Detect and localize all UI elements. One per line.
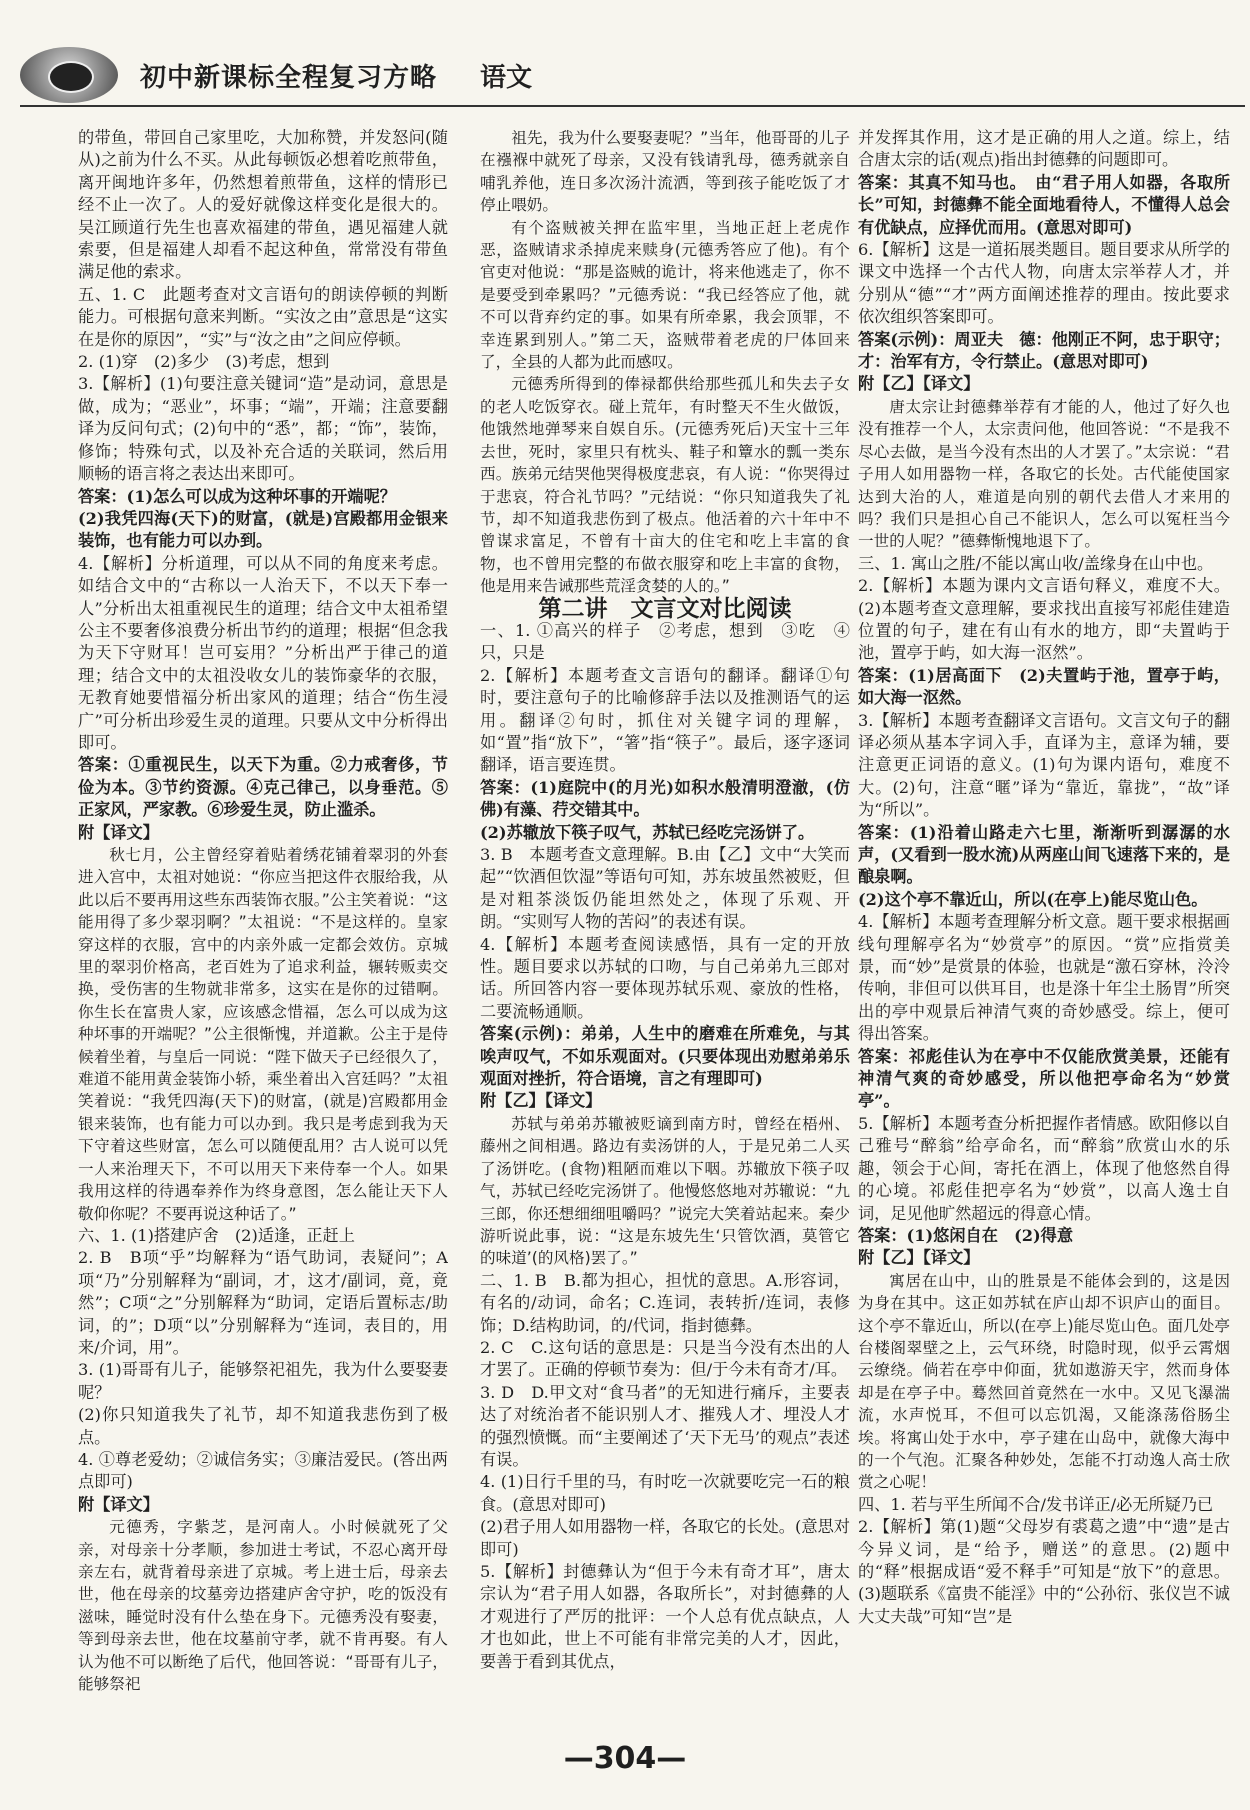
header-divider [20,105,1245,107]
translation-text: 秋七月，公主曾经穿着贴着绣花铺着翠羽的外套进入宫中，太祖对她说：“你应当把这件衣服给我，从此以后不要再用这些东西装饰衣服。”公主笑着说：“这能用得了多少翠羽啊？”太祖说：“不是这样的。皇家穿这样的衣服，宫中的内亲外戚一定都会效仿。京城里的翠羽价格高，老百姓为了追求利益，辗转贩卖交换，受伤害的生物就非常多，这实在是你的过错啊。你生长在富贵人家，应该感念惜福，怎么可以成为这种坏事的开端呢？”公主很惭愧，并道歉。公主于是侍候着坐着，与皇后一同说：“陛下做天子已经很久了，难道不能用黄金装饰小轿，乘坐着出入宫廷吗？”太祖笑着说：“我凭四海(天下)的财富，(就是)宫殿都用金银来装饰，也有能力可以办到。我只是考虑到我为天下守着这些财富，怎么可以随便乱用？古人说可以凭一人来治理天下，不可以用天下来侍奉一个人。如果我用这样的待遇奉养作为终身意图，怎么能让天下人敬仰你呢？不要再说这种话了。” [78,846,448,1223]
answer-text: 答案：(1)怎么可以成为这种坏事的开端呢？ [78,486,396,506]
subject-label: 语文 [480,63,533,93]
answer-item: 6.【解析】这是一道拓展类题目。题目要求从所学的课文中选择一个古代人物，向唐太宗举荐人才，并分别从“德”“才”两方面阐述推荐的理由。按此要求依次组织答案即可。 [858,240,1230,327]
translation-text: 唐太宗让封德彝举荐有才能的人，他过了好久也没有推荐一个人，太宗责问他，他回答说：“不是我不尽心去做，是当今没有杰出的人才罢了。”太宗说：“君子用人如用器物一样，各取它的长处。古代能使国家达到大治的人，难道是向别的朝代去借人才来用的吗？我们只是担心自己不能识人，怎么可以冤枉当今一世的人呢？”德彝惭愧地退下了。 [858,397,1230,551]
answer-item: 3.【解析】(1)句要注意关键词“造”是动词，意思是做，成为；“恶业”，坏事；“端”，开端；注意要翻译为反问句式；(2)句中的“悉”，都；“饰”，装饰，修饰；特殊句式，以及补充合适的关联词，然后用顺畅的语言将之表达出来即可。 [78,374,448,484]
answer-item: 5.【解析】封德彝认为“但于今未有奇才耳”，唐太宗认为“君子用人如器，各取所长”，对封德彝的人才观进行了严厉的批评：一个人总有优点缺点，人才也如此，世上不可能有非常完美的人才，因此，要善于看到其优点， [480,1562,850,1671]
translation-text: 苏轼与弟弟苏辙被贬谪到南方时，曾经在梧州、藤州之间相遇。路边有卖汤饼的人，于是兄弟二人买了汤饼吃。(食物)粗陋而难以下咽。苏辙放下筷子叹气，苏轼已经吃完汤饼了。他慢悠悠地对苏辙说：“九三郎，你还想细细咀嚼吗？”说完大笑着站起来。秦少游听说此事，说：“这是东坡先生‘只管饮酒，莫管它的味道’(的风格)罢了。” [480,1114,850,1268]
paragraph: 的带鱼，带回自己家里吃，大加称赞，并发怒问(随从)之前为什么不买。从此每顿饭必想着吃煎带鱼，离开闽地许多年，仍然想着煎带鱼，这样的情形已经不止一次了。人的爱好就像这样变化是很大的。吴江顾道行先生也喜欢福建的带鱼，遇见福建人就索要，但是福建人却看不起这种鱼，常常没有带鱼满足他的索求。 [78,128,448,282]
answer-item: 4.【解析】本题考查理解分析文意。题干要求根据画线句理解亭名为“妙赏亭”的原因。“赏”应指赏美景，而“妙”是赏景的体验，也就是“激石穿林，泠泠传响，非但可以供耳目，也是涤十年尘土肠胃”所突出的亭中观景后神清气爽的奇妙感受。综上，便可得出答案。 [858,912,1230,1044]
translation-heading: 附【译文】 [78,822,159,842]
book-title: 初中新课标全程复习方略 [140,63,438,93]
answer-text: 答案：(1)沿着山路走六七里，渐渐听到潺潺的水声，(又看到一股水流)从两座山间飞速落下来的，是酿泉啊。 [858,822,1230,887]
column-middle [480,127,850,1727]
answer-text: 答案(示例)：周亚夫 德：他刚正不阿，忠于职守；才：治军有方，令行禁止。(意思对即可) [858,329,1230,372]
answer-item: 六、1. (1)搭建庐舍 (2)适逢，正赶上 [78,1225,355,1245]
answer-item: 3. D D.甲文对“食马者”的无知进行痛斥，主要表达了对统治者不能识别人才、摧残人才、埋没人才的强烈愤慨。而“主要阐述了‘天下无马’的观点”表述有误。 [480,1382,850,1469]
answer-text: (2)这个亭不靠近山，所以(在亭上)能尽览山色。 [858,889,1208,909]
answer-text: 答案：(1)居高面下 (2)夫置屿于池，置亭于屿，如大海一沤然。 [858,665,1230,708]
answer-text: 答案：(1)悠闲自在 (2)得意 [858,1225,1074,1245]
answer-item: 4.【解析】本题考查阅读感悟，具有一定的开放性。题目要求以苏轼的口吻，与自己弟弟九三郎对话。所回答内容一要体现苏轼乐观、豪放的性格，二要流畅通顺。 [480,934,850,1021]
translation-text: 有个盗贼被关押在监牢里，当地正赶上老虎作恶，盗贼请求杀掉虎来赎身(元德秀答应了他)。有个官吏对他说：“那是盗贼的诡计，将来他逃走了，你不是要受到牵累吗？”元德秀说：“我已经答应了他，就不可以背弃约定的事。如果有所牵累，我会顶罪，不幸连累到别人。”第二天，盗贼带着老虎的尸体回来了，全县的人都为此而感叹。 [480,218,850,372]
column-left [78,127,448,1727]
page-header [10,45,1245,105]
publisher-logo-icon [20,47,118,103]
column-right [858,127,1230,1727]
answer-item: 2.【解析】第(1)题“父母岁有裘葛之遗”中“遗”是古今异义词，是“给予，赠送”的意思。(2)题中的“释”根据成语“爱不释手”可知是“放下”的意思。(3)题联系《富贵不能淫》中的“公孙衍、张仪岂不诚大丈夫哉”可知“岂”是 [858,1517,1230,1626]
section-title: 第二讲 文言文对比阅读 [538,595,792,622]
translation-text: 寓居在山中，山的胜景是不能体会到的，这是因为身在其中。这正如苏轼在庐山却不识庐山的面目。这个亭不靠近山，所以(在亭上)能尽览山色。面几处亭台楼阁翠壁之上，云气环绕，时隐时现，似乎云霄烟云缭绕。倘若在亭中仰面，犹如遨游天宇，然而身体却是在亭子中。蓦然回首竟然在一水中。又见飞瀑湍流，水声悦耳，不但可以忘饥渴，又能涤荡俗肠尘埃。将寓山处于水中，亭子建在山岛中，就像大海中的一个气泡。汇聚各种妙处，怎能不打动逸人高士欣赏之心呢！ [858,1271,1230,1492]
answer-text: 答案(示例)：弟弟，人生中的磨难在所难免，与其唉声叹气，不如乐观面对。(只要体现出劝慰弟弟乐观面对挫折，符合语境，言之有理即可) [480,1024,850,1089]
answer-item: 3.【解析】本题考查翻译文言语句。文言文句子的翻译必须从基本字词入手，直译为主，意译为辅，要注意更正词语的意义。(1)句为课内语句，难度不大。(2)句，注意“暱”译为“靠近，靠拢”，“故”译为“所以”。 [858,710,1230,820]
answer-item: (2)你只知道我失了礼节，却不知道我悲伤到了极点。 [78,1405,448,1447]
answer-text: (2)我凭四海(天下)的财富，(就是)宫殿都用金银来装饰，也有能力可以办到。 [78,508,448,551]
answer-item: 4. (1)日行千里的马，有时吃一次就要吃完一石的粮食。(意思对即可) [480,1472,850,1514]
translation-heading: 附【乙】【译文】 [858,374,980,394]
page-number: —304— [563,1741,687,1776]
answer-item: 三、1. 寓山之胜/不能以寓山收/盖缘身在山中也。 [858,553,1214,573]
answer-item: 二、1. B B.都为担心，担忧的意思。A.形容词，有名的/动词，命名；C.连词，表转折/连词，表修饰；D.结构助词，的/代词，指封德彝。 [480,1270,850,1335]
answer-text: 答案：祁彪佳认为在亭中不仅能欣赏美景，还能有神清气爽的奇妙感受，所以他把亭命名为“妙赏亭”。 [858,1046,1230,1111]
answer-text: 答案：(1)庭院中(的月光)如积水般清明澄澈，(仿佛)有藻、荇交错其中。 [480,777,850,820]
answer-item: 4. ①尊老爱幼；②诚信务实；③廉洁爱民。(答出两点即可) [78,1449,448,1492]
answer-item: 3. (1)哥哥有儿子，能够祭祀祖先，我为什么要娶妻呢？ [78,1360,448,1402]
answer-item: 四、1. 若与平生所闻不合/发书详正/必无所疑乃已 [858,1494,1214,1514]
translation-heading: 附【译文】 [78,1494,159,1514]
answer-item: 4.【解析】分析道理，可以从不同的角度来考虑。如结合文中的“古称以一人治天下，不以天下奉一人”分析出太祖重视民生的道理；结合文中太祖希望公主不要奢侈浪费分析出节约的道理；根据“但念我为天下守财耳！岂可妄用？”分析出严于律己的道理；结合文中的太祖没收女儿的装饰豪华的衣服，无教育她要惜福分析出家风的道理；结合“伤生浸广”可分析出珍爱生灵的道理。只要从文中分析得出即可。 [78,553,448,752]
answer-item: (2)君子用人如用器物一样，各取它的长处。(意思对即可) [480,1517,850,1559]
answer-item: 2. C C.这句话的意思是：只是当今没有杰出的人才罢了。正确的停顿节奏为：但/于今未有奇才/耳。 [480,1337,850,1380]
translation-heading: 附【乙】【译文】 [480,1091,602,1111]
answer-item: 一、1. ①高兴的样子 ②考虑，想到 ③吃 ④只，只是 [480,620,850,663]
answer-text: 答案：①重视民生，以天下为重。②力戒奢侈，节俭为本。③节约资源。④克己律己，以身垂范。⑤正家风，严家教。⑥珍爱生灵，防止滥杀。 [78,755,448,820]
answer-item: 3. B 本题考查文意理解。B.由【乙】文中“大笑而起”“饮酒但饮湿”等语句可知，苏东坡虽然被贬，但是对粗茶淡饭仍能坦然处之，体现了乐观、开朗。“实则写人物的苦闷”的表述有误。 [480,845,850,932]
answer-item: 五、1. C 此题考查对文言语句的朗读停顿的判断能力。可根据句意来判断。“实汝之由”意思是“这实在是你的原因”，“实”与“汝之由”之间应停顿。 [78,284,448,349]
translation-heading: 附【乙】【译文】 [858,1248,980,1268]
translation-text: 元德秀所得到的俸禄都供给那些孤儿和失去子女的老人吃饭穿衣。碰上荒年，有时整天不生火做饭，他饿然地弹琴来自娱自乐。(元德秀死后)天宝十三年去世，死时，家里只有枕头、鞋子和簟水的瓢一类东西。族弟元结哭他哭得极度悲哀，有人说：“你哭得过于悲哀，符合礼节吗？”元结说：“你只知道我失了礼节，却不知道我悲伤到了极点。他活着的六十年中不曾谋求富足，不曾有十亩大的住宅和吃上丰富的食物，也不曾用完整的布做衣服穿和吃上丰富的食物，他是用来告诫那些荒淫贪婪的人的。” [480,375,850,596]
translation-text: 元德秀，字紫芝，是河南人。小时候就死了父亲，对母亲十分孝顺，参加进士考试，不忍心离开母亲左右，就背着母亲进了京城。考上进士后，母亲去世，他在母亲的坟墓旁边搭建庐舍守护，吃的饭没有滋味，睡觉时没有什么垫在身下。元德秀没有娶妻，等到母亲去世，他在坟墓前守孝，就不肯再娶。有人认为他不可以断绝了后代，他回答说：“哥哥有儿子，能够祭祀 [78,1518,448,1694]
answer-item: 2. (1)穿 (2)多少 (3)考虑，想到 [78,352,330,372]
translation-text: 祖先，我为什么要娶妻呢？”当年，他哥哥的儿子在襁褓中就死了母亲，又没有钱请乳母，德秀就亲自哺乳养他，连日多次汤汁流洒，等到孩子能吃饭了才停止喂奶。 [480,129,850,215]
answer-item: 2. B B项“乎”均解释为“语气助词，表疑问”；A项“乃”分别解释为“副词，才，这才/副词，竟，竟然”；C项“之”分别解释为“助词，定语后置标志/助词，的”；D项“以”分别解释为“连词，表目的，用来/介词，用”。 [78,1248,448,1357]
paragraph: 并发挥其作用，这才是正确的用人之道。综上，结合唐太宗的话(观点)指出封德彝的问题即可。 [858,128,1230,170]
answer-item: 5.【解析】本题考查分析把握作者情感。欧阳修以自己雅号“醉翁”给亭命名，而“醉翁”欣赏山水的乐趣，领会于心间，寄托在酒上，体现了他悠然自得的心境。祁彪佳把亭名为“妙赏”，以高人逸士自词，足见他旷然超远的得意心情。 [858,1113,1230,1223]
answer-text: (2)苏辙放下筷子叹气，苏轼已经吃完汤饼了。 [480,822,815,842]
answer-text: 答案：其真不知马也。 由“君子用人如器，各取所长”可知，封德彝不能全面地看待人，不懂得人总会有优缺点，应择优而用。(意思对即可) [858,172,1230,237]
answer-item: 2.【解析】本题为课内文言语句释义，难度不大。(2)本题考查文意理解，要求找出直接写祁彪佳建造位置的句子，建在有山有水的地方，即“夫置屿于池，置亭于屿，如大海一沤然”。 [858,576,1230,663]
answer-item: 2.【解析】本题考查文言语句的翻译。翻译①句时，要注意句子的比喻修辞手法以及推测语气的运用。翻译②句时，抓住对关键字词的理解，如“置”指“放下”，“箸”指“筷子”。最后，逐字逐词翻译，语言要连贯。 [480,665,850,775]
